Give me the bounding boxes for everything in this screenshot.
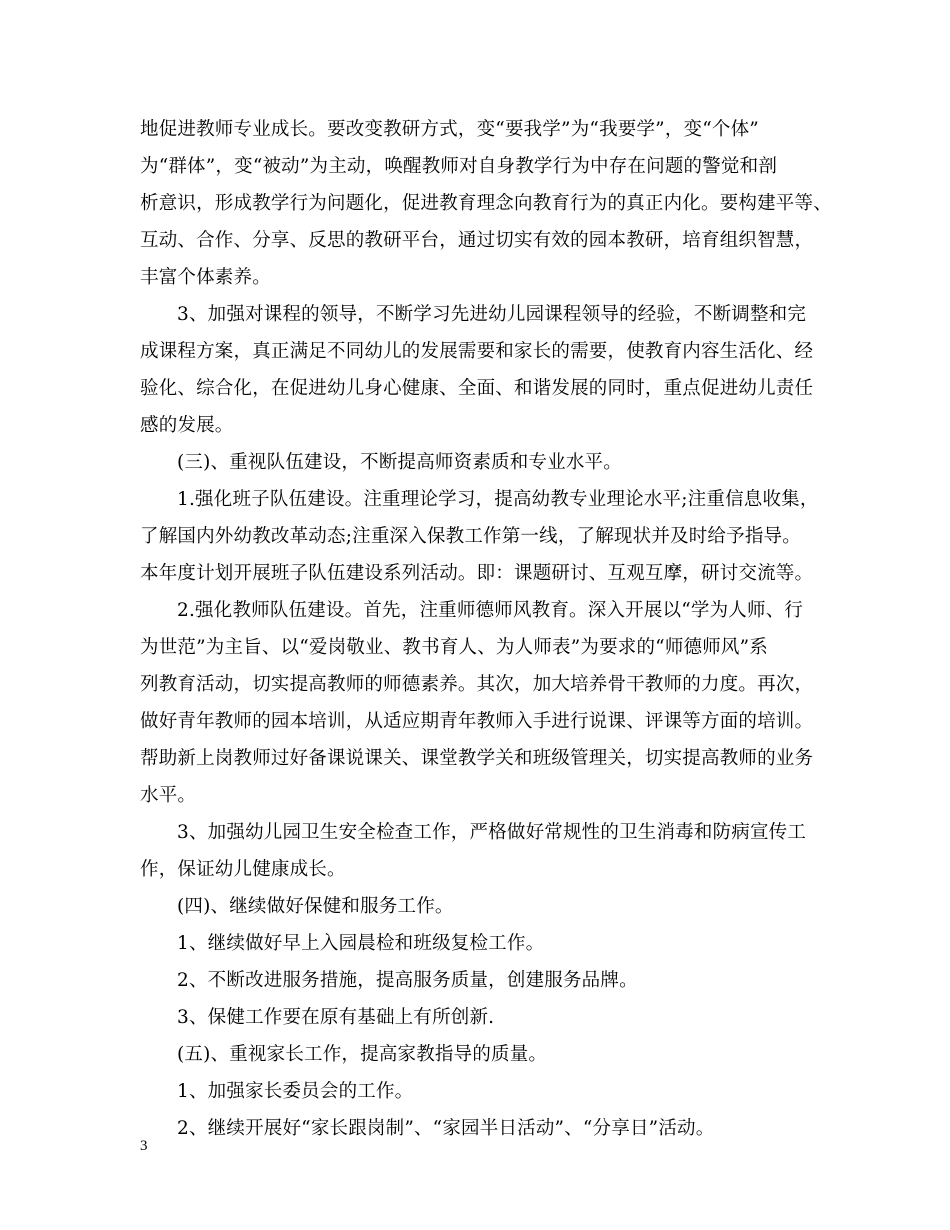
- section-heading: (三)、重视队伍建设，不断提高师资素质和专业水平。: [177, 452, 622, 473]
- text-line: 互动、合作、分享、反思的教研平台，通过切实有效的园本教研，培育组织智慧，: [140, 230, 814, 251]
- list-item: 1、继续做好早上入园晨检和班级复检工作。: [177, 933, 545, 954]
- text-line: 感的发展。: [140, 415, 234, 436]
- paragraph-first-line: 1.强化班子队伍建设。注重理论学习，提高幼教专业理论水平;注重信息收集，: [177, 489, 819, 510]
- list-item: 2、继续开展好“家长跟岗制”、“家园半日活动”、“分享日”活动。: [177, 1118, 715, 1139]
- text-line: 帮助新上岗教师过好备课说课关、课堂教学关和班级管理关，切实提高教师的业务: [140, 748, 814, 769]
- text-line: 了解国内外幼教改革动态;注重深入保教工作第一线，了解现状并及时给予指导。: [140, 526, 801, 547]
- text-line: 水平。: [140, 785, 197, 806]
- text-line: 为世范”为主旨、以“爱岗敬业、教书育人、为人师表”为要求的“师德师风”系: [140, 637, 768, 658]
- section-heading: (五)、重视家长工作，提高家教指导的质量。: [177, 1044, 548, 1065]
- list-item: 1、加强家长委员会的工作。: [177, 1081, 414, 1102]
- text-line: 成课程方案，真正满足不同幼儿的发展需要和家长的需要，使教育内容生活化、经: [140, 341, 814, 362]
- paragraph-first-line: 2.强化教师队伍建设。首先，注重师德师风教育。深入开展以“学为人师、行: [177, 600, 804, 621]
- text-line: 析意识，形成教学行为问题化，促进教育理念向教育行为的真正内化。要构建平等、: [140, 193, 832, 214]
- text-line: 列教育活动，切实提高教师的师德素养。其次，加大培养骨干教师的力度。再次，: [140, 674, 814, 695]
- section-heading: (四)、继续做好保健和服务工作。: [177, 896, 454, 917]
- list-item: 2、不断改进服务措施，提高服务质量，创建服务品牌。: [177, 970, 638, 991]
- text-line: 作，保证幼儿健康成长。: [140, 859, 346, 880]
- paragraph-first-line: 3、加强对课程的领导，不断学习先进幼儿园课程领导的经验，不断调整和完: [177, 304, 807, 325]
- text-line: 验化、综合化，在促进幼儿身心健康、全面、和谐发展的同时，重点促进幼儿责任: [140, 378, 814, 399]
- page-number: 3: [140, 1138, 148, 1154]
- list-item: 3、保健工作要在原有基础上有所创新.: [177, 1007, 495, 1028]
- text-line: 丰富个体素养。: [140, 267, 271, 288]
- text-line: 地促进教师专业成长。要改变教研方式，变“要我学”为“我要学”，变“个体”: [140, 119, 759, 140]
- text-line: 本年度计划开展班子队伍建设系列活动。即：课题研讨、互观互摩，研讨交流等。: [140, 563, 814, 584]
- paragraph-first-line: 3、加强幼儿园卫生安全检查工作，严格做好常规性的卫生消毒和防病宣传工: [177, 822, 807, 843]
- text-line: 为“群体”，变“被动”为主动，唤醒教师对自身教学行为中存在问题的警觉和剖: [140, 156, 778, 177]
- text-line: 做好青年教师的园本培训，从适应期青年教师入手进行说课、评课等方面的培训。: [140, 711, 814, 732]
